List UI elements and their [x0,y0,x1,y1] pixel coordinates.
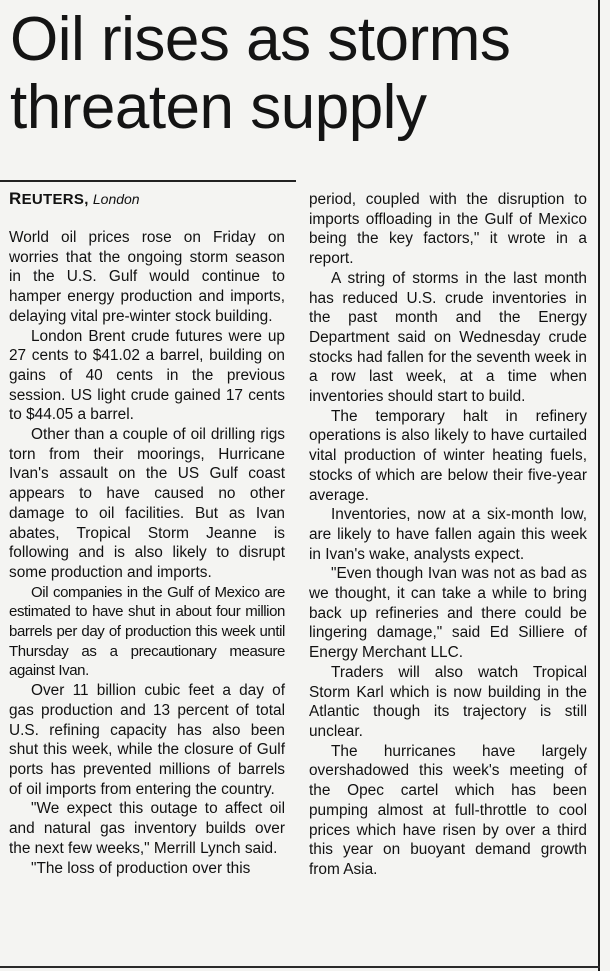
paragraph: The hurricanes have largely overshadowed this week's meeting of the Opec cartel which has been pumping almost at full-throttle to cool prices which have risen by over a third this year on buoyant demand growth from Asia. [309,742,587,878]
paragraph: Inventories, now at a six-month low, are likely to have fallen again this week in Ivan's wake, analysts expect. [309,506,587,563]
article-column-right [309,190,587,880]
paragraph-continued: period, coupled with the disruption to imports offloading in the Gulf of Mexico being the key factors," it wrote in a report. [309,191,587,268]
paragraph: London Brent crude futures were up 27 cents to $41.02 a barrel, building on gains of 40 cents in the previous session. US light crude gained 17 cents to $44.05 a barrel. [9,327,285,424]
paragraph: Oil companies in the Gulf of Mexico are estimated to have shut in about four million barrels per day of production this week until Thursday as a precautionary measure against Ivan. [9,583,285,680]
paragraph-lede: World oil prices rose on Friday on worries that the ongoing storm season in the U.S. Gulf would continue to hamper energy production and imports, delaying vital pre-winter stock building. [9,229,285,325]
paragraph: Over 11 billion cubic feet a day of gas production and 13 percent of total U.S. refining capacity has also been shut this week, while the closure of Gulf ports has prevented millions of barrels of oil imports from entering the country. [9,682,285,798]
paragraph: The temporary halt in refinery operations is also likely to have curtailed vital production of winter heating fuels, stocks of which are below their five-year average. [309,407,587,504]
paragraph: Other than a couple of oil drilling rigs torn from their moorings, Hurricane Ivan's assault on the US Gulf coast appears to have caused no other damage to oil facilities. But as Ivan abates, Tropical Storm Jeanne is following and is also likely to disrupt some production and imports. [9,426,285,581]
byline-agency-rest: EUTERS, [21,191,89,208]
article-column-left [9,228,285,878]
byline-agency-initial: R [9,189,22,208]
page-bottom-rule [0,966,600,968]
paragraph: "We expect this outage to affect oil and natural gas inventory builds over the next few weeks," Merrill Lynch said. [9,800,285,857]
paragraph: Traders will also watch Tropical Storm Karl which is now building in the Atlantic though its trajectory is still unclear. [309,663,587,740]
paragraph: "Even though Ivan was not as bad as we thought, it can take a while to bring back up refineries and there could be lingering damage," said Ed Silliere of Energy Merchant LLC. [309,565,587,662]
byline-divider [0,180,296,182]
paragraph: "The loss of production over this [31,859,251,877]
page-edge-rule [598,0,600,971]
byline-location: London [92,191,140,207]
byline-agency [9,191,89,208]
paragraph: A string of storms in the last month has reduced U.S. crude inventories in the past month and the Energy Department said on Wednesday crude stocks had fallen for the seventh week in a row last week, at a time when inventories should start to build. [309,269,587,406]
headline: Oil rises as storms threaten supply [10,5,511,142]
byline [9,189,140,210]
